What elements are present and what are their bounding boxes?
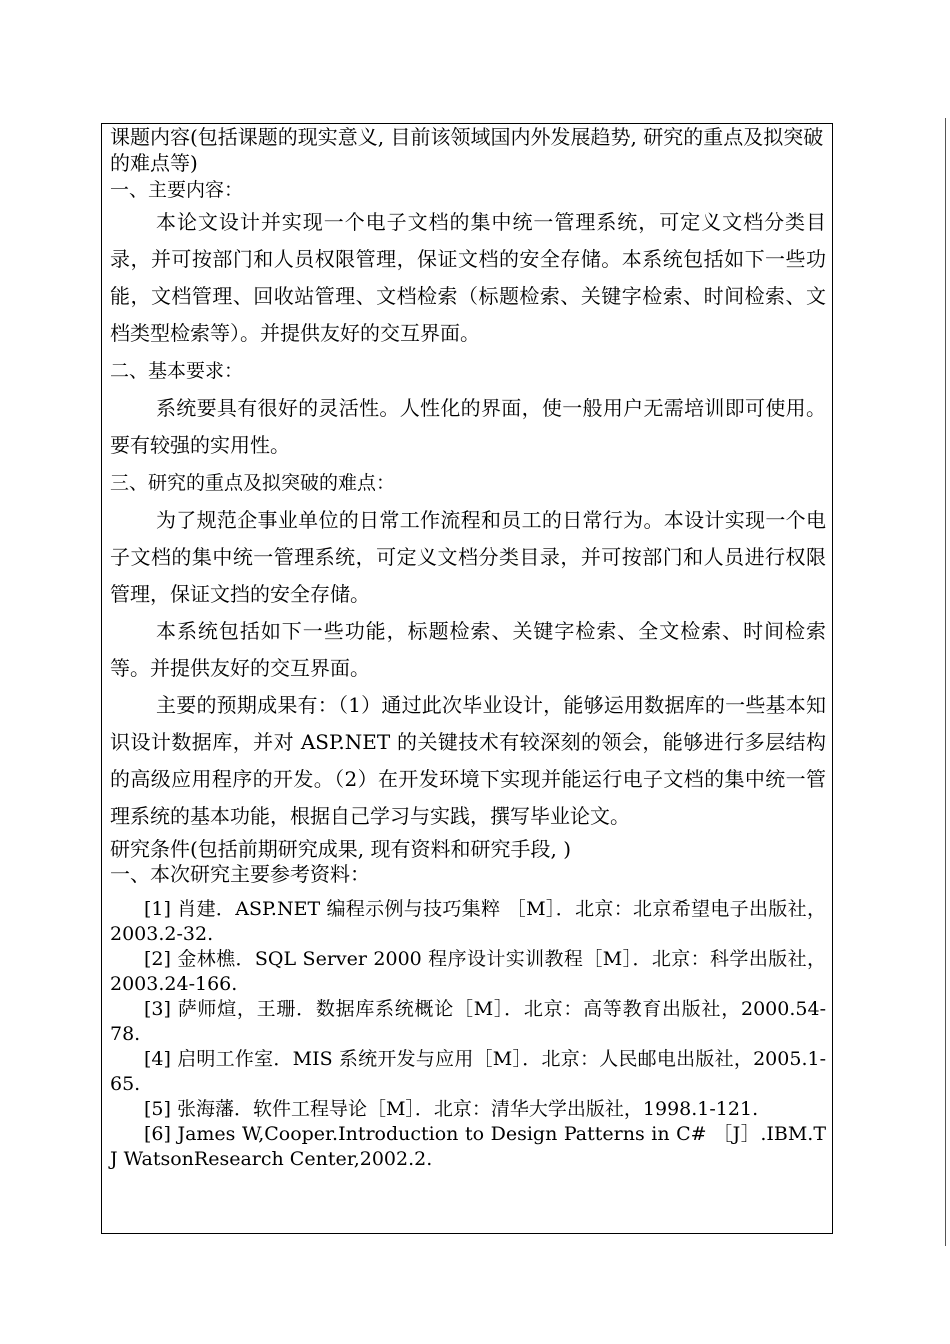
subheading-references: 一、本次研究主要参考资料： [110,862,370,886]
paragraph-key-points: 为了规范企事业单位的日常工作流程和员工的日常行为。本设计实现一个电子文档的集中统一管理系统，可定义文档分类目录，并可按部门和人员进行权限管理，保证文挡的安全存储。 [110,508,826,606]
reference-list [110,897,826,1172]
reference-item: [6] James W,Cooper.Introduction to Design Patterns in C# ［J］.IBM.T J WatsonResearch Center,2002.2. [110,1123,826,1170]
page-edge-line [945,118,946,1246]
subheading-main-content: 一、主要内容： [110,179,244,201]
heading-note: (包括课题的现实意义, 目前该领域国内外发展趋势, 研究的重点及拟突破的难点等) [110,125,824,175]
reference-item: [4] 启明工作室．MIS 系统开发与应用［M］．北京：人民邮电出版社，2005.1-65. [110,1048,826,1095]
section-heading-conditions [110,837,826,862]
reference-item: [1] 肖建．ASP.NET 编程示例与技巧集粹 ［M］．北京：北京希望电子出版社，2003.2-32. [110,898,826,945]
reference-item: [2] 金林樵．SQL Server 2000 程序设计实训教程［M］．北京：科学出版社， 2003.24-166. [110,948,826,995]
subheading-key-points: 三、研究的重点及拟突破的难点： [110,472,396,494]
proposal-content [110,124,826,1172]
section-heading-content [110,124,826,176]
paragraph-expected-results: 主要的预期成果有：（1）通过此次毕业设计，能够运用数据库的一些基本知识设计数据库，并对 ASP.NET 的关键技术有较深刻的领会，能够进行多层结构的高级应用程序的开发。（2）在开发环境下实现并能运行电子文档的集中统一管理系统的基本功能，根据自己学习与实践，撰写毕业论文。 [110,693,826,828]
proposal-table [101,123,833,1234]
subheading-basic-requirements: 二、基本要求： [110,360,244,382]
heading-bold-label: 研究条件 [110,837,190,861]
reference-item: [3] 萨师煊，王珊．数据库系统概论［M］．北京：高等教育出版社，2000.54-78. [110,998,826,1045]
reference-item: [5] 张海藩．软件工程导论［M］．北京：清华大学出版社，1998.1-121. [144,1098,759,1120]
paragraph-functions: 本系统包括如下一些功能，标题检索、关键字检索、全文检索、时间检索等。并提供友好的交互界面。 [110,619,826,680]
heading-note: (包括前期研究成果, 现有资料和研究手段, ) [190,837,572,861]
paragraph-basic-requirements: 系统要具有很好的灵活性。人性化的界面，使一般用户无需培训即可使用。要有较强的实用性。 [110,396,826,457]
spacer [110,887,826,897]
paragraph-main-content: 本论文设计并实现一个电子文档的集中统一管理系统，可定义文档分类目录，并可按部门和人员权限管理，保证文档的安全存储。本系统包括如下一些功能，文档管理、回收站管理、文档检索（标题检索、关键字检索、时间检索、文档类型检索等）。并提供友好的交互界面。 [110,210,826,345]
heading-bold-label: 课题内容 [110,125,190,149]
